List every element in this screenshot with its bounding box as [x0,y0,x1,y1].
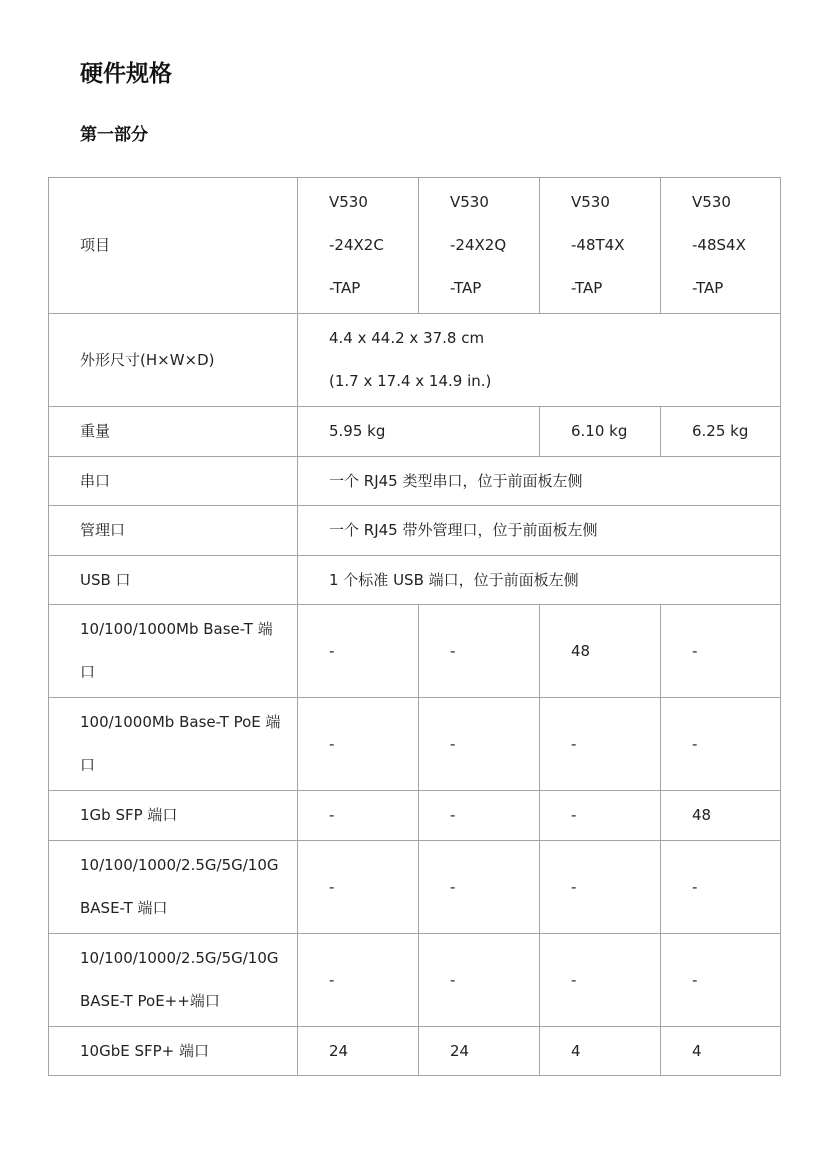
serial-row [49,457,781,506]
row-cell: - [540,791,661,841]
row-cell: - [661,841,781,934]
row-cell: - [419,934,540,1027]
row-cell: - [419,698,540,791]
row-label: 10GbE SFP+ 端口 [49,1027,298,1076]
row-cell: - [540,934,661,1027]
row-label: 100/1000Mb Base-T PoE 端 口 [49,698,298,791]
row-cell: - [419,605,540,698]
weight-value-4: 6.25 kg [661,407,781,457]
row-cell: - [419,841,540,934]
row-cell: 48 [661,791,781,841]
row-cell: - [661,605,781,698]
row-label: 1Gb SFP 端口 [49,791,298,841]
section-title: 第一部分 [80,125,148,145]
row-label: 10/100/1000/2.5G/5G/10G BASE-T PoE++端口 [49,934,298,1027]
weight-value-3: 6.10 kg [540,407,661,457]
row-cell: - [419,791,540,841]
row-cell: - [661,698,781,791]
table-row [49,605,781,698]
dimensions-label: 外形尺寸(H×W×D) [49,314,298,407]
header-label: 项目 [49,178,298,314]
row-cell: - [540,841,661,934]
table-row [49,934,781,1027]
header-row [49,178,781,314]
mgmt-value: 一个 RJ45 带外管理口，位于前面板左侧 [298,506,781,556]
weight-value-1-2: 5.95 kg [298,407,540,457]
row-label: 10/100/1000/2.5G/5G/10G BASE-T 端口 [49,841,298,934]
row-cell: - [298,934,419,1027]
dimensions-row [49,314,781,407]
table-row [49,1027,781,1076]
row-cell: - [298,791,419,841]
model-4: V530 -48S4X -TAP [661,178,781,314]
dimensions-value: 4.4 x 44.2 x 37.8 cm (1.7 x 17.4 x 14.9 in.) [298,314,781,407]
model-2: V530 -24X2Q -TAP [419,178,540,314]
model-1: V530 -24X2C -TAP [298,178,419,314]
row-cell: 24 [298,1027,419,1076]
row-cell: 4 [661,1027,781,1076]
serial-label: 串口 [49,457,298,506]
row-cell: - [540,698,661,791]
weight-row [49,407,781,457]
usb-label: USB 口 [49,556,298,605]
serial-value: 一个 RJ45 类型串口，位于前面板左侧 [298,457,781,506]
row-label: 10/100/1000Mb Base-T 端 口 [49,605,298,698]
row-cell: - [661,934,781,1027]
row-cell: 48 [540,605,661,698]
mgmt-label: 管理口 [49,506,298,556]
table-row [49,841,781,934]
usb-row [49,556,781,605]
row-cell: 24 [419,1027,540,1076]
weight-label: 重量 [49,407,298,457]
mgmt-row [49,506,781,556]
row-cell: - [298,698,419,791]
usb-value: 1 个标准 USB 端口，位于前面板左侧 [298,556,781,605]
row-cell: 4 [540,1027,661,1076]
model-3: V530 -48T4X -TAP [540,178,661,314]
row-cell: - [298,605,419,698]
spec-table [48,177,781,1076]
page-title: 硬件规格 [80,61,172,87]
row-cell: - [298,841,419,934]
table-row [49,698,781,791]
table-row [49,791,781,841]
